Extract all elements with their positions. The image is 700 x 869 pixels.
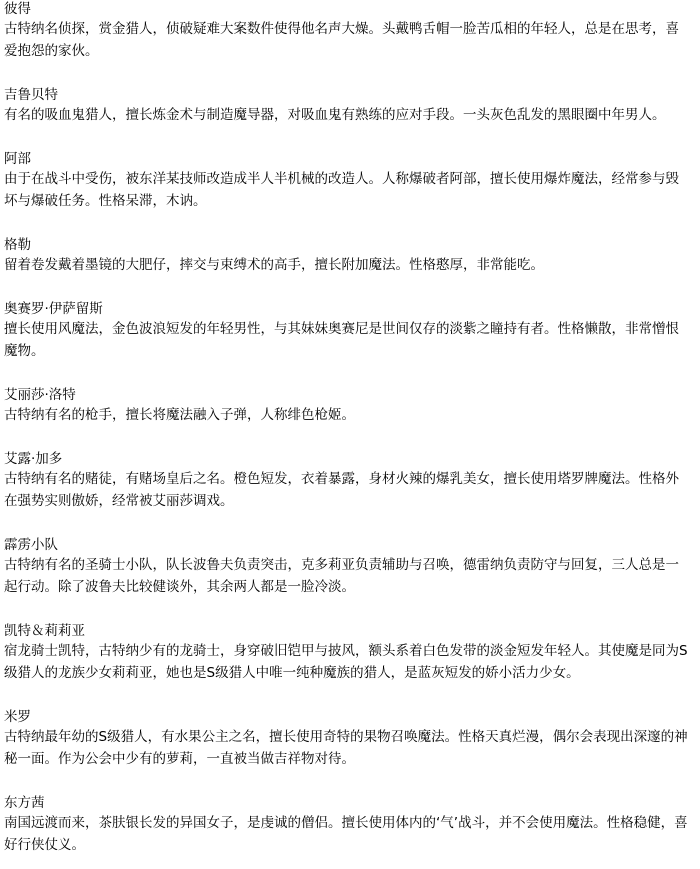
entry-name: 奥赛罗·伊萨留斯 (4, 301, 103, 317)
entry-gele (4, 236, 692, 276)
entry-name: 霹雳小队 (4, 537, 58, 553)
entry-description: 由于在战斗中受伤，被东洋某技师改造成半人半机械的改造人。人称爆破者阿部，擅长使用爆炸魔法，经常参与毁坏与爆破任务。性格呆滞，木讷。 (4, 171, 679, 209)
entry-description: 古特纳有名的枪手，擅长将魔法融入子弹，人称绯色枪姬。 (4, 407, 355, 423)
spacer (4, 512, 692, 536)
entry-name: 艾丽莎·洛特 (4, 387, 76, 403)
spacer (4, 62, 692, 86)
entry-akane (4, 794, 692, 856)
spacer (4, 362, 692, 386)
entry-name: 阿部 (4, 151, 31, 167)
spacer (4, 126, 692, 150)
spacer (4, 426, 692, 450)
entry-description: 擅长使用风魔法，金色波浪短发的年轻男性，与其妹妹奥赛尼是世间仅存的淡紫之瞳持有者。性格懒散，非常憎恨魔物。 (4, 321, 679, 359)
entry-description: 南国远渡而来，茶肤银长发的异国女子，是虔诚的僧侣。擅长使用体内的‘气’战斗，并不会使用魔法。性格稳健，喜好行侠仗义。 (4, 815, 688, 853)
entry-kate-lilia (4, 622, 692, 684)
spacer (4, 770, 692, 794)
entry-name: 艾露·加多 (4, 451, 63, 467)
entry-name: 吉鲁贝特 (4, 87, 58, 103)
entry-thunder-squad (4, 536, 692, 598)
entry-description: 留着卷发戴着墨镜的大肥仔，摔交与束缚术的高手，擅长附加魔法。性格憨厚，非常能吃。 (4, 257, 544, 273)
entry-peter (4, 0, 692, 62)
entry-description: 古特纳名侦探，赏金猎人，侦破疑难大案数件使得他名声大燥。头戴鸭舌帽一脸苦瓜相的年轻人，总是在思考，喜爱抱怨的家伙。 (4, 21, 679, 59)
spacer (4, 684, 692, 708)
entry-description: 有名的吸血鬼猎人，擅长炼金术与制造魔导器，对吸血鬼有熟练的应对手段。一头灰色乱发的黑眼圈中年男人。 (4, 107, 666, 123)
spacer (4, 276, 692, 300)
entry-elisa (4, 386, 692, 426)
entry-elu (4, 450, 692, 512)
entry-name: 彼得 (4, 1, 31, 17)
spacer (4, 598, 692, 622)
entry-name: 格勒 (4, 237, 31, 253)
entry-miro (4, 708, 692, 770)
entry-description: 古特纳有名的赌徒，有赌场皇后之名。橙色短发，衣着暴露，身材火辣的爆乳美女，擅长使用塔罗牌魔法。性格外在强势实则傲娇，经常被艾丽莎调戏。 (4, 471, 679, 509)
entry-name: 米罗 (4, 709, 31, 725)
entry-abe (4, 150, 692, 212)
entry-description: 古特纳最年幼的S级猎人，有水果公主之名，擅长使用奇特的果物召唤魔法。性格天真烂漫，偶尔会表现出深邃的神秘一面。作为公会中少有的萝莉，一直被当做吉祥物对待。 (4, 729, 688, 767)
entry-gilbert (4, 86, 692, 126)
spacer (4, 212, 692, 236)
entry-description: 古特纳有名的圣骑士小队，队长波鲁夫负责突击，克多莉亚负责辅助与召唤，德雷纳负责防守与回复，三人总是一起行动。除了波鲁夫比较健谈外，其余两人都是一脸冷淡。 (4, 557, 679, 595)
entry-name: 凯特＆莉莉亚 (4, 623, 85, 639)
entry-description: 宿龙骑士凯特，古特纳少有的龙骑士，身穿破旧铠甲与披风，额头系着白色发带的淡金短发年轻人。其使魔是同为S级猎人的龙族少女莉莉亚，她也是S级猎人中唯一纯种魔族的猎人，是蓝灰短发的娇小活力少女。 (4, 643, 688, 681)
entry-othello (4, 300, 692, 362)
entry-name: 东方茜 (4, 795, 45, 811)
